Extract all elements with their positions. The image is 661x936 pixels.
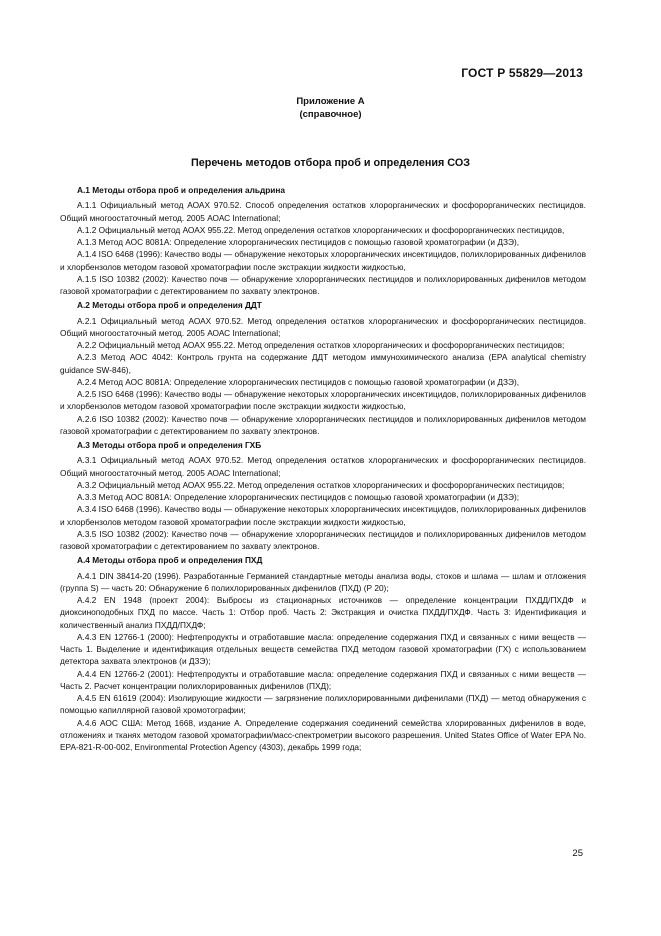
method-item: А.2.1 Официальный метод АОАХ 970.52. Метод определения остатков хлорорганических и фосфорорганических пестицидов. Общий многоостаточный метод. 2005 АОАС International; xyxy=(60,315,586,338)
method-item: А.4.5 EN 61619 (2004): Изолирующие жидкости — загрязнение полихлорированными дифенилами (ПХД) — метод обнаружения с помощью капиллярной газовой хромотографии; xyxy=(60,693,586,716)
section-heading: А.1 Методы отбора проб и определения альдрина xyxy=(77,185,286,195)
section-heading: А.4 Методы отбора проб и определения ПХД xyxy=(77,555,263,566)
section xyxy=(60,554,586,753)
method-item: А.4.3 EN 12766-1 (2000): Нефтепродукты и отработавшие масла: определение содержания ПХД и связанных с ними веществ — Часть 1. Выделение и идентификация отдельных веществ семейства ПХД методом газовой хроматографии (ГХ) с использованием детектора захвата электронов (и ДЗЭ); xyxy=(60,631,586,667)
method-item: А.1.2 Официальный метод АОАХ 955.22. Метод определения остатков хлорорганических и фосфорорганических пестицидов, xyxy=(77,224,565,235)
methods-list xyxy=(60,182,586,753)
method-item: А.1.5 ISO 10382 (2002): Качество почв — обнаружение хлорорганических пестицидов и полихлорированных дифенилов методом газовой хроматографии с детектированием по захвату электронов. xyxy=(60,273,586,296)
appendix-subtitle: (справочное) xyxy=(299,109,362,120)
method-item: А.3.3 Метод АОС 8081А: Определение хлорорганических пестицидов с помощью газовой хроматографии (и ДЗЭ); xyxy=(77,492,520,502)
page-title: Перечень методов отбора проб и определения СОЗ xyxy=(190,157,470,169)
section-heading: А.3 Методы отбора проб и определения ГХБ xyxy=(77,440,262,450)
section-heading: А.2 Методы отбора проб и определения ДДТ xyxy=(77,300,262,311)
method-item: А.2.5 ISO 6468 (1996): Качество воды — обнаружение некоторых хлорорганических инсектицидов, полихлорированных дифенилов и хлорбензолов методом газовой хроматографии после экстракции жидкости жидкостью, xyxy=(60,389,586,412)
method-item: А.3.1 Официальный метод АОАХ 970.52. Метод определения остатков хлорорганических и фосфорорганических пестицидов. Общий многоостаточный метод. 2005 АОАС International; xyxy=(60,455,586,478)
method-item: А.2.3 Метод АОС 4042: Контроль грунта на содержание ДДТ методом иммунохимического анализа (EPA analytical chemistry guidance SW-846), xyxy=(60,352,586,375)
method-item: А.3.5 ISO 10382 (2002): Качество почв — обнаружение хлорорганических пестицидов и полихлорированных дифенилов методом газовой хроматографии с детектированием по захвату электронов. xyxy=(60,528,586,551)
section xyxy=(60,184,586,297)
page-number: 25 xyxy=(572,848,583,859)
method-item: А.4.2 EN 1948 (проект 2004): Выбросы из стационарных источников — определение концентрации ПХДД/ПХДФ и диоксиноподобных ПХД по массе. Часть 1: Отбор проб. Часть 2: Экстракция и очистка ПХДД/ПХДФ. Часть 3: Идентификация и количественный анализ ПХДД/ПХДФ; xyxy=(60,595,586,630)
method-item: А.3.4 ISO 6468 (1996). Качество воды — обнаружение некоторых хлорорганических инсектицидов, полихлорированных дифенилов и хлорбензолов методом газовой хроматографии после экстракции жидкости жидкостью, xyxy=(60,504,586,527)
section xyxy=(60,299,586,437)
method-item: А.4.4 EN 12766-2 (2001): Нефтепродукты и отработавшие масла: определение содержания ПХД и связанных с ними веществ — Часть 2. Расчет концентрации полихлорированных дифенилов (ПХД); xyxy=(60,668,586,691)
method-item: А.2.6 ISO 10382 (2002): Качество почв — обнаружение хлорорганических пестицидов и полихлорированных дифенилов методом газовой хроматографии с детектированием по захвату электронов. xyxy=(60,413,586,436)
method-item: А.1.1 Официальный метод АОАХ 970.52. Способ определения остатков хлорорганических и фосфорорганических пестицидов. Общий многоостаточный метод. 2005 АОАС International; xyxy=(60,200,586,223)
method-item: А.2.4 Метод АОС 8081А: Определение хлорорганических пестицидов с помощью газовой хроматографии (и ДЗЭ), xyxy=(77,376,520,387)
method-item: А.3.2 Официальный метод АОАХ 955.22. Метод определения остатков хлорорганических и фосфорорганических пестицидов; xyxy=(77,479,565,490)
method-item: А.1.3 Метод АОС 8081А: Определение хлорорганических пестицидов с помощью газовой хроматографии (и ДЗЭ), xyxy=(77,237,520,247)
method-item: А.1.4 ISO 6468 (1996): Качество воды — обнаружение некоторых хлорорганических инсектицидов, полихлорированных дифенилов и хлорбензолов методом газовой хроматографии после экстракции жидкости жидкостью, xyxy=(60,249,586,272)
method-item: А.4.6 АОС США: Метод 1668, издание А. Определение содержания соединений семейства хлорированных дифенилов в воде, отложениях и тканях методом газовой хроматографии/масс-спектрометрии высокого разрешения. United States Office of Water EPA No. EPA-821-R-00-002, Environmental Protection Agency (4303), декабрь 1999 года; xyxy=(60,717,586,752)
appendix-heading xyxy=(0,95,661,121)
method-item: А.4.1 DIN 38414-20 (1996). Разработанные Германией стандартные методы анализа воды, стоков и шлама — шлам и отложения (группа S) — часть 20: Обнаружение 6 полихлорированных дифенилов (ПХД) (Р 20); xyxy=(60,570,586,593)
section xyxy=(60,439,586,552)
method-item: А.2.2 Официальный метод АОАХ 955.22. Метод определения остатков хлорорганических и фосфорорганических пестицидов; xyxy=(77,340,565,350)
appendix-title: Приложение А xyxy=(296,96,365,107)
document-code: ГОСТ Р 55829—2013 xyxy=(461,66,583,80)
